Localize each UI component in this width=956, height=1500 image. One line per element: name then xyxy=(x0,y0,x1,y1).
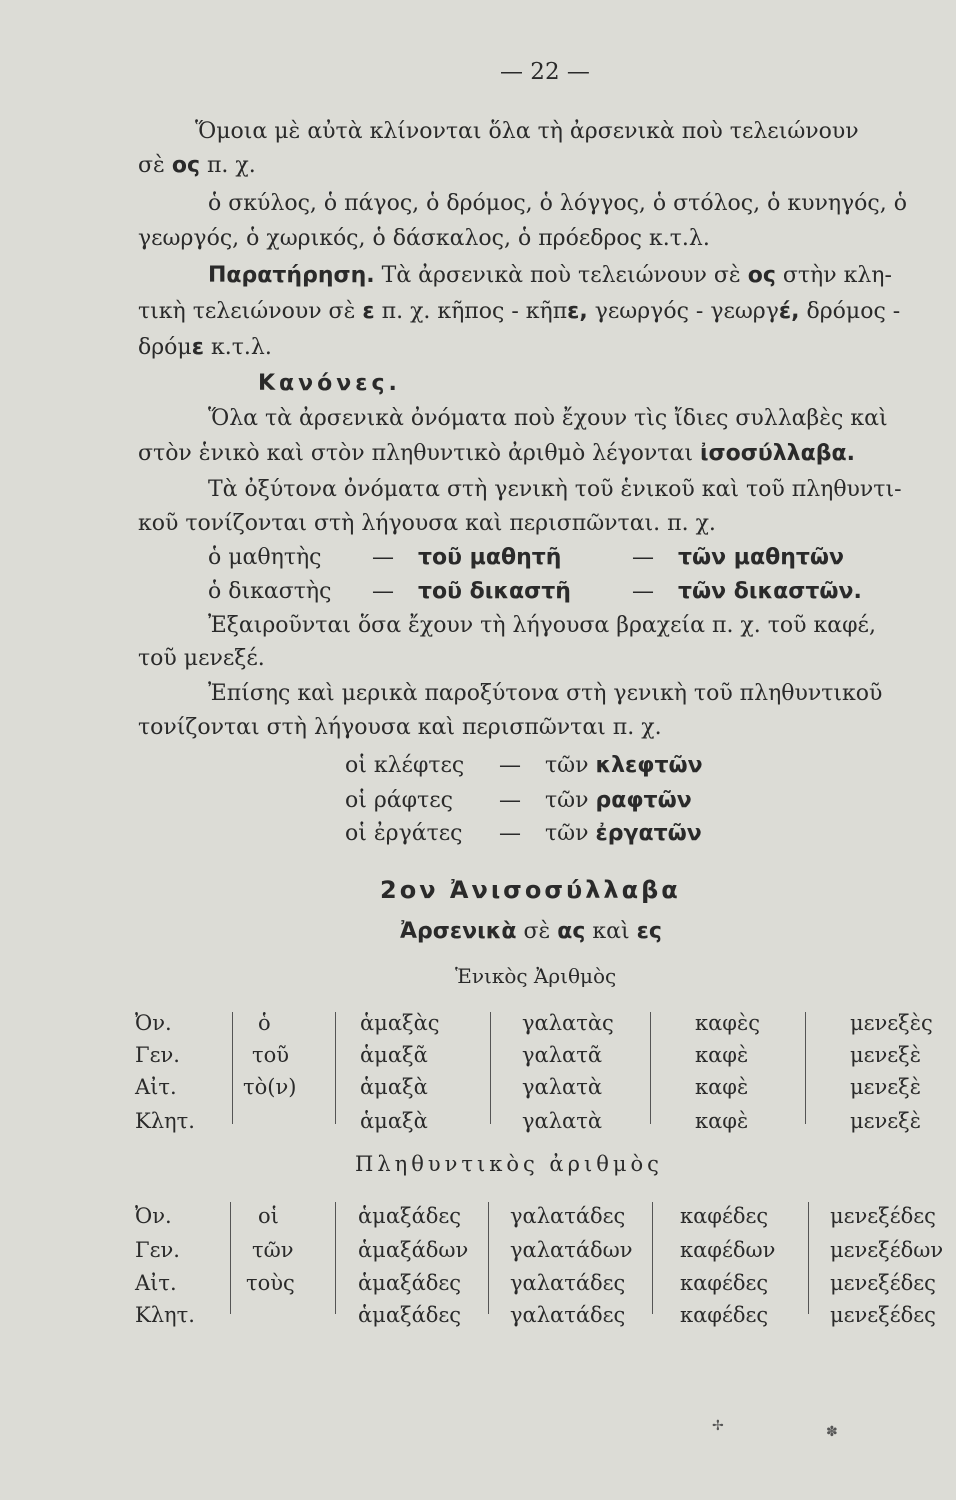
case-label: Ὀν. xyxy=(135,1204,172,1228)
examples-line: γεωργός, ὁ χωρικός, ὁ δάσκαλος, ὁ πρόεδρος κ.τ.λ. xyxy=(138,226,710,251)
table-rule xyxy=(490,1012,491,1124)
rules-line: κοῦ τονίζονται στὴ λήγουσα καὶ περισπῶνται. π. χ. xyxy=(138,511,716,536)
table-cell: μενεξέδες xyxy=(830,1303,936,1327)
plural-heading: Πληθυντικὸς ἀριθμὸς xyxy=(355,1152,663,1176)
table-cell: μενεξὲ xyxy=(850,1109,922,1133)
table-cell: καφέδες xyxy=(680,1204,769,1228)
table-cell: γαλατάδες xyxy=(510,1271,626,1295)
table-cell: ἁμαξὰ xyxy=(360,1075,428,1099)
article-cell: ὁ xyxy=(258,1011,271,1035)
case-label: Ὀν. xyxy=(135,1011,172,1035)
paragraph-line: Ὅμοια μὲ αὐτὰ κλίνονται ὅλα τὴ ἀρσενικὰ ποὺ τελειώνουν xyxy=(195,119,859,144)
scan-speck: ✢ xyxy=(712,1418,724,1434)
table-rule xyxy=(808,1202,809,1314)
table-rule xyxy=(230,1202,231,1314)
table-cell: μενεξέδων xyxy=(830,1238,944,1262)
table-rule xyxy=(335,1202,336,1314)
table-cell: ἁμαξὰς xyxy=(360,1011,440,1035)
table-cell: καφέδες xyxy=(680,1271,769,1295)
rules-heading: Κανόνες. xyxy=(258,371,401,396)
table-cell: γαλατάδες xyxy=(510,1204,626,1228)
except-line: Ἐπίσης καὶ μερικὰ παροξύτονα στὴ γενικὴ τοῦ πληθυντικοῦ xyxy=(208,681,883,706)
plural-example-row: οἱ ράφτες — τῶν ραφτῶν xyxy=(345,788,692,813)
table-cell: γαλατάδων xyxy=(510,1238,633,1262)
table-rule xyxy=(335,1012,336,1124)
article-cell: τοῦ xyxy=(252,1043,290,1067)
article-cell: οἱ xyxy=(258,1204,279,1228)
table-cell: ἁμαξάδων xyxy=(358,1238,469,1262)
note-line: τικὴ τελειώνουν σὲ ε π. χ. κῆπος - κῆπε, γεωργός - γεωργέ, δρόμος - xyxy=(138,299,901,324)
table-cell: ἁμαξὰ xyxy=(360,1109,428,1133)
paragraph-line: σὲ ος π. χ. xyxy=(138,153,256,178)
except-line: τοῦ μενεξέ. xyxy=(138,646,265,671)
case-label: Αἰτ. xyxy=(135,1075,177,1099)
section-title: 2ον Ἀνισοσύλλαβα xyxy=(380,876,681,904)
note-line: Παρατήρηση. Τὰ ἀρσενικὰ ποὺ τελειώνουν σὲ ος στὴν κλη- xyxy=(208,263,892,288)
table-cell: γαλατὰ xyxy=(522,1075,603,1099)
article-cell: τὸ(ν) xyxy=(243,1075,297,1099)
except-line: τονίζονται στὴ λήγουσα καὶ περισπῶνται π. χ. xyxy=(138,715,662,740)
scan-speck: ✽ xyxy=(826,1424,838,1440)
table-cell: καφέδες xyxy=(680,1303,769,1327)
table-cell: μενεξέδες xyxy=(830,1271,936,1295)
plural-example-row: οἱ ἐργάτες — τῶν ἐργατῶν xyxy=(345,821,702,846)
table-cell: μενεξὲς xyxy=(850,1011,933,1035)
table-cell: καφὲ xyxy=(695,1075,749,1099)
singular-heading: Ἑνικὸς Ἀριθμὸς xyxy=(455,964,617,988)
table-cell: μενεξὲ xyxy=(850,1043,922,1067)
page-number: — 22 — xyxy=(500,59,590,85)
plural-example-row: οἱ κλέφτες — τῶν κλεφτῶν xyxy=(345,753,703,778)
table-rule xyxy=(652,1202,653,1314)
case-label: Κλητ. xyxy=(135,1303,195,1327)
article-cell: τῶν xyxy=(252,1238,294,1262)
article-cell: τοὺς xyxy=(246,1271,295,1295)
table-rule xyxy=(232,1012,233,1124)
example-row: ὁ δικαστὴς — τοῦ δικαστῆ — τῶν δικαστῶν. xyxy=(208,579,862,604)
case-label: Κλητ. xyxy=(135,1109,195,1133)
table-rule xyxy=(488,1202,489,1314)
case-label: Γεν. xyxy=(135,1238,180,1262)
example-row: ὁ μαθητὴς — τοῦ μαθητῆ — τῶν μαθητῶν xyxy=(208,545,845,570)
section-subtitle: Ἀρσενικὰ σὲ ας καὶ ες xyxy=(400,919,662,944)
note-heading: Παρατήρηση. xyxy=(208,263,375,288)
table-cell: καφέδων xyxy=(680,1238,776,1262)
table-cell: καφὲς xyxy=(695,1011,761,1035)
table-rule xyxy=(650,1012,651,1124)
case-label: Γεν. xyxy=(135,1043,180,1067)
table-cell: ἁμαξάδες xyxy=(358,1271,462,1295)
table-cell: γαλατᾶ xyxy=(522,1043,603,1067)
examples-line: ὁ σκύλος, ὁ πάγος, ὁ δρόμος, ὁ λόγγος, ὁ στόλος, ὁ κυνηγός, ὁ xyxy=(208,191,907,216)
table-cell: μενεξέδες xyxy=(830,1204,936,1228)
rules-line: Τὰ ὀξύτονα ὀνόματα στὴ γενικὴ τοῦ ἑνικοῦ καὶ τοῦ πληθυντι- xyxy=(208,477,902,502)
table-cell: γαλατὰς xyxy=(522,1011,614,1035)
table-rule xyxy=(805,1012,806,1124)
table-cell: γαλατάδες xyxy=(510,1303,626,1327)
table-cell: ἁμαξᾶ xyxy=(360,1043,428,1067)
except-line: Ἐξαιροῦνται ὅσα ἔχουν τὴ λήγουσα βραχεία π. χ. τοῦ καφέ, xyxy=(208,613,876,638)
note-line: δρόμε κ.τ.λ. xyxy=(138,335,272,360)
table-cell: καφὲ xyxy=(695,1109,749,1133)
table-cell: ἁμαξάδες xyxy=(358,1303,462,1327)
table-cell: μενεξὲ xyxy=(850,1075,922,1099)
rules-line: Ὅλα τὰ ἀρσενικὰ ὀνόματα ποὺ ἔχουν τὶς ἴδιες συλλαβὲς καὶ xyxy=(208,406,888,431)
rules-line: στὸν ἑνικὸ καὶ στὸν πληθυντικὸ ἀριθμὸ λέγονται ἰσοσύλλαβα. xyxy=(138,441,855,466)
table-cell: καφὲ xyxy=(695,1043,749,1067)
table-cell: γαλατὰ xyxy=(522,1109,603,1133)
case-label: Αἰτ. xyxy=(135,1271,177,1295)
table-cell: ἁμαξάδες xyxy=(358,1204,462,1228)
